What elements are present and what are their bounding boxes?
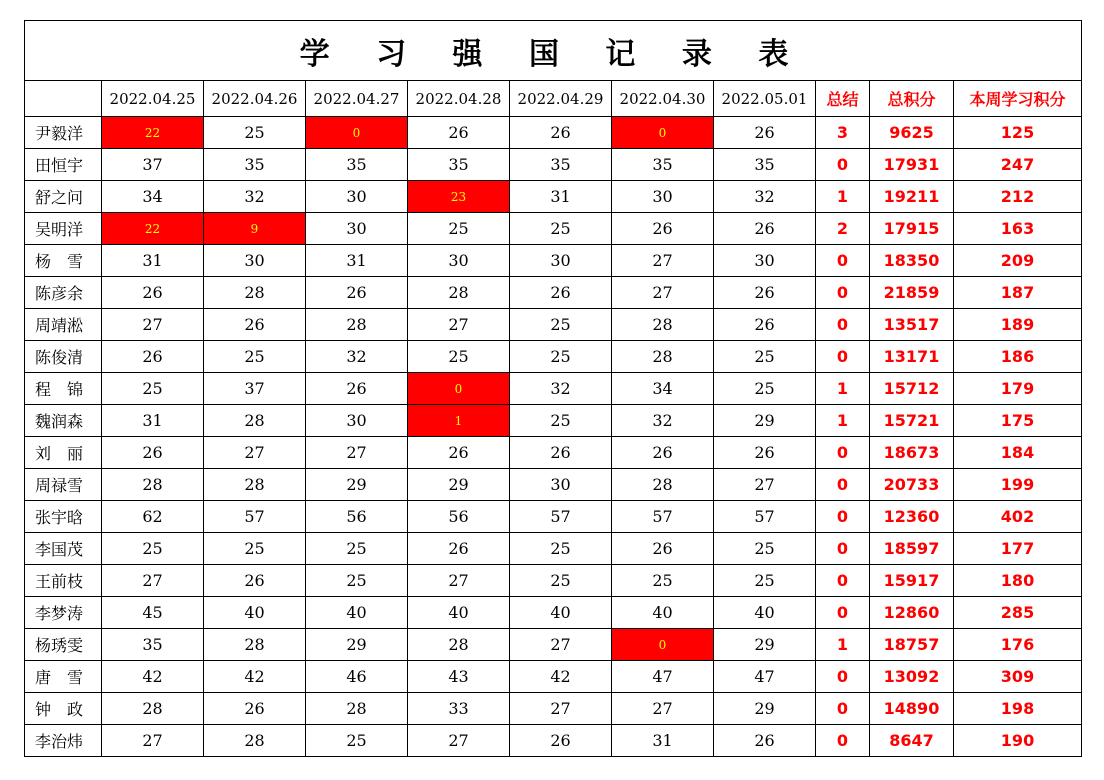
daily-score-cell[interactable]: 34 xyxy=(612,373,714,405)
total-points-cell[interactable]: 8647 xyxy=(870,725,954,757)
daily-score-cell[interactable]: 25 xyxy=(714,565,816,597)
week-points-cell[interactable]: 186 xyxy=(954,341,1082,373)
page-title[interactable]: 学 习 强 国 记 录 表 xyxy=(25,21,1082,81)
daily-score-cell[interactable]: 31 xyxy=(102,245,204,277)
daily-score-cell[interactable]: 28 xyxy=(204,469,306,501)
daily-score-cell[interactable]: 25 xyxy=(306,725,408,757)
daily-score-cell[interactable]: 45 xyxy=(102,597,204,629)
daily-score-cell[interactable]: 29 xyxy=(714,693,816,725)
daily-score-cell[interactable]: 32 xyxy=(714,181,816,213)
daily-score-cell[interactable]: 25 xyxy=(204,117,306,149)
daily-score-cell[interactable]: 32 xyxy=(510,373,612,405)
header-row xyxy=(25,81,1082,117)
daily-score-cell[interactable]: 28 xyxy=(204,405,306,437)
daily-score-cell[interactable]: 25 xyxy=(408,341,510,373)
daily-score-cell[interactable]: 26 xyxy=(510,277,612,309)
daily-score-cell[interactable]: 35 xyxy=(408,149,510,181)
daily-score-cell[interactable]: 35 xyxy=(510,149,612,181)
daily-score-cell[interactable]: 29 xyxy=(306,469,408,501)
week-points-column-header[interactable]: 本周学习积分 xyxy=(954,81,1082,117)
daily-score-cell[interactable]: 27 xyxy=(102,565,204,597)
table-row xyxy=(25,437,1082,469)
week-points-cell[interactable]: 198 xyxy=(954,693,1082,725)
daily-score-cell[interactable]: 27 xyxy=(612,693,714,725)
daily-score-cell[interactable]: 35 xyxy=(102,629,204,661)
total-points-cell[interactable]: 21859 xyxy=(870,277,954,309)
daily-score-cell[interactable]: 26 xyxy=(204,693,306,725)
daily-score-cell[interactable]: 29 xyxy=(408,469,510,501)
summary-count-cell[interactable]: 0 xyxy=(816,661,870,693)
daily-score-cell[interactable]: 31 xyxy=(306,245,408,277)
daily-score-cell[interactable]: 25 xyxy=(714,533,816,565)
table-row xyxy=(25,533,1082,565)
summary-count-cell[interactable]: 1 xyxy=(816,405,870,437)
week-points-cell[interactable]: 180 xyxy=(954,565,1082,597)
student-name-cell[interactable]: 杨 雪 xyxy=(25,245,102,277)
total-points-cell[interactable]: 20733 xyxy=(870,469,954,501)
daily-score-cell[interactable]: 26 xyxy=(204,309,306,341)
daily-score-cell[interactable]: 27 xyxy=(306,437,408,469)
summary-count-cell[interactable]: 2 xyxy=(816,213,870,245)
student-name-cell[interactable]: 李梦涛 xyxy=(25,597,102,629)
student-name-cell[interactable]: 程 锦 xyxy=(25,373,102,405)
daily-score-cell[interactable]: 30 xyxy=(306,213,408,245)
daily-score-cell[interactable]: 57 xyxy=(510,501,612,533)
daily-score-cell[interactable]: 25 xyxy=(510,213,612,245)
daily-score-cell[interactable]: 35 xyxy=(204,149,306,181)
daily-score-cell[interactable]: 25 xyxy=(306,533,408,565)
week-points-cell[interactable]: 189 xyxy=(954,309,1082,341)
week-points-cell[interactable]: 209 xyxy=(954,245,1082,277)
daily-score-cell[interactable]: 26 xyxy=(714,117,816,149)
daily-score-cell[interactable]: 26 xyxy=(306,373,408,405)
daily-score-cell[interactable]: 40 xyxy=(306,597,408,629)
daily-score-cell-flagged[interactable]: 22 xyxy=(102,117,204,149)
daily-score-cell[interactable]: 27 xyxy=(510,629,612,661)
daily-score-cell[interactable]: 26 xyxy=(408,117,510,149)
daily-score-cell[interactable]: 28 xyxy=(612,469,714,501)
title-row xyxy=(25,21,1082,81)
daily-score-cell[interactable]: 35 xyxy=(714,149,816,181)
daily-score-cell[interactable]: 32 xyxy=(612,405,714,437)
daily-score-cell[interactable]: 27 xyxy=(408,309,510,341)
table-row xyxy=(25,341,1082,373)
daily-score-cell[interactable]: 35 xyxy=(306,149,408,181)
summary-count-cell[interactable]: 0 xyxy=(816,277,870,309)
week-points-cell[interactable]: 285 xyxy=(954,597,1082,629)
table-row xyxy=(25,597,1082,629)
daily-score-cell[interactable]: 28 xyxy=(102,693,204,725)
table-row xyxy=(25,277,1082,309)
total-points-cell[interactable]: 17931 xyxy=(870,149,954,181)
date-column-header[interactable]: 2022.04.30 xyxy=(612,81,714,117)
summary-count-cell[interactable]: 1 xyxy=(816,629,870,661)
daily-score-cell[interactable]: 28 xyxy=(102,469,204,501)
daily-score-cell[interactable]: 30 xyxy=(204,245,306,277)
daily-score-cell[interactable]: 26 xyxy=(510,117,612,149)
daily-score-cell[interactable]: 42 xyxy=(102,661,204,693)
daily-score-cell[interactable]: 42 xyxy=(510,661,612,693)
table-row xyxy=(25,661,1082,693)
summary-count-cell[interactable]: 0 xyxy=(816,341,870,373)
daily-score-cell[interactable]: 27 xyxy=(408,565,510,597)
total-points-column-header[interactable]: 总积分 xyxy=(870,81,954,117)
student-name-cell[interactable]: 舒之问 xyxy=(25,181,102,213)
total-points-cell[interactable]: 12860 xyxy=(870,597,954,629)
daily-score-cell[interactable]: 25 xyxy=(102,373,204,405)
total-points-cell[interactable]: 15712 xyxy=(870,373,954,405)
week-points-cell[interactable]: 247 xyxy=(954,149,1082,181)
week-points-cell[interactable]: 179 xyxy=(954,373,1082,405)
week-points-cell[interactable]: 184 xyxy=(954,437,1082,469)
daily-score-cell[interactable]: 40 xyxy=(204,597,306,629)
table-row xyxy=(25,309,1082,341)
daily-score-cell[interactable]: 26 xyxy=(408,533,510,565)
table-row xyxy=(25,693,1082,725)
week-points-cell[interactable]: 176 xyxy=(954,629,1082,661)
table-row xyxy=(25,181,1082,213)
daily-score-cell[interactable]: 30 xyxy=(306,405,408,437)
week-points-cell[interactable]: 187 xyxy=(954,277,1082,309)
daily-score-cell[interactable]: 57 xyxy=(714,501,816,533)
daily-score-cell[interactable]: 30 xyxy=(306,181,408,213)
daily-score-cell[interactable]: 28 xyxy=(408,277,510,309)
daily-score-cell[interactable]: 26 xyxy=(714,213,816,245)
date-column-header[interactable]: 2022.04.26 xyxy=(204,81,306,117)
summary-count-cell[interactable]: 0 xyxy=(816,309,870,341)
daily-score-cell-flagged[interactable]: 0 xyxy=(306,117,408,149)
daily-score-cell[interactable]: 56 xyxy=(408,501,510,533)
daily-score-cell[interactable]: 37 xyxy=(102,149,204,181)
daily-score-cell-flagged[interactable]: 0 xyxy=(612,629,714,661)
table-row xyxy=(25,629,1082,661)
daily-score-cell[interactable]: 27 xyxy=(612,277,714,309)
daily-score-cell[interactable]: 40 xyxy=(510,597,612,629)
student-name-cell[interactable]: 王前枝 xyxy=(25,565,102,597)
name-column-header[interactable] xyxy=(25,81,102,117)
daily-score-cell[interactable]: 26 xyxy=(612,213,714,245)
summary-count-cell[interactable]: 0 xyxy=(816,437,870,469)
total-points-cell[interactable]: 12360 xyxy=(870,501,954,533)
student-name-cell[interactable]: 陈俊清 xyxy=(25,341,102,373)
total-points-cell[interactable]: 13517 xyxy=(870,309,954,341)
daily-score-cell[interactable]: 26 xyxy=(102,277,204,309)
total-points-cell[interactable]: 13092 xyxy=(870,661,954,693)
daily-score-cell[interactable]: 27 xyxy=(714,469,816,501)
daily-score-cell[interactable]: 26 xyxy=(612,437,714,469)
table-row xyxy=(25,373,1082,405)
date-column-header[interactable]: 2022.04.28 xyxy=(408,81,510,117)
summary-count-cell[interactable]: 0 xyxy=(816,469,870,501)
table-row xyxy=(25,117,1082,149)
daily-score-cell[interactable]: 26 xyxy=(204,565,306,597)
table-row xyxy=(25,149,1082,181)
daily-score-cell[interactable]: 26 xyxy=(510,725,612,757)
daily-score-cell[interactable]: 28 xyxy=(408,629,510,661)
daily-score-cell[interactable]: 40 xyxy=(408,597,510,629)
daily-score-cell[interactable]: 62 xyxy=(102,501,204,533)
summary-count-cell[interactable]: 1 xyxy=(816,373,870,405)
date-column-header[interactable]: 2022.05.01 xyxy=(714,81,816,117)
summary-count-cell[interactable]: 0 xyxy=(816,693,870,725)
daily-score-cell[interactable]: 25 xyxy=(306,565,408,597)
daily-score-cell[interactable]: 46 xyxy=(306,661,408,693)
student-name-cell[interactable]: 李国茂 xyxy=(25,533,102,565)
daily-score-cell-flagged[interactable]: 22 xyxy=(102,213,204,245)
student-name-cell[interactable]: 周禄雪 xyxy=(25,469,102,501)
daily-score-cell[interactable]: 30 xyxy=(714,245,816,277)
daily-score-cell[interactable]: 25 xyxy=(510,309,612,341)
date-column-header[interactable]: 2022.04.29 xyxy=(510,81,612,117)
student-name-cell[interactable]: 钟 政 xyxy=(25,693,102,725)
student-name-cell[interactable]: 唐 雪 xyxy=(25,661,102,693)
week-points-cell[interactable]: 402 xyxy=(954,501,1082,533)
daily-score-cell[interactable]: 26 xyxy=(306,277,408,309)
daily-score-cell-flagged[interactable]: 23 xyxy=(408,181,510,213)
daily-score-cell-flagged[interactable]: 0 xyxy=(408,373,510,405)
daily-score-cell[interactable]: 26 xyxy=(714,309,816,341)
daily-score-cell[interactable]: 28 xyxy=(204,725,306,757)
daily-score-cell[interactable]: 47 xyxy=(714,661,816,693)
total-points-cell[interactable]: 9625 xyxy=(870,117,954,149)
daily-score-cell[interactable]: 26 xyxy=(612,533,714,565)
week-points-cell[interactable]: 163 xyxy=(954,213,1082,245)
student-name-cell[interactable]: 陈彦余 xyxy=(25,277,102,309)
total-points-cell[interactable]: 15721 xyxy=(870,405,954,437)
table-row xyxy=(25,725,1082,757)
daily-score-cell[interactable]: 28 xyxy=(612,309,714,341)
daily-score-cell[interactable]: 31 xyxy=(612,725,714,757)
daily-score-cell[interactable]: 26 xyxy=(714,437,816,469)
daily-score-cell[interactable]: 32 xyxy=(204,181,306,213)
daily-score-cell[interactable]: 43 xyxy=(408,661,510,693)
student-name-cell[interactable]: 张宇晗 xyxy=(25,501,102,533)
summary-count-cell[interactable]: 3 xyxy=(816,117,870,149)
summary-count-cell[interactable]: 0 xyxy=(816,245,870,277)
daily-score-cell[interactable]: 25 xyxy=(714,373,816,405)
daily-score-cell[interactable]: 42 xyxy=(204,661,306,693)
daily-score-cell[interactable]: 35 xyxy=(612,149,714,181)
summary-count-cell[interactable]: 0 xyxy=(816,725,870,757)
daily-score-cell[interactable]: 28 xyxy=(306,309,408,341)
daily-score-cell[interactable]: 25 xyxy=(204,533,306,565)
table-row xyxy=(25,405,1082,437)
total-points-cell[interactable]: 19211 xyxy=(870,181,954,213)
daily-score-cell[interactable]: 26 xyxy=(714,277,816,309)
table-row xyxy=(25,565,1082,597)
daily-score-cell[interactable]: 31 xyxy=(510,181,612,213)
total-points-cell[interactable]: 18757 xyxy=(870,629,954,661)
student-name-cell[interactable]: 田恒宇 xyxy=(25,149,102,181)
week-points-cell[interactable]: 125 xyxy=(954,117,1082,149)
date-column-header[interactable]: 2022.04.25 xyxy=(102,81,204,117)
daily-score-cell[interactable]: 40 xyxy=(612,597,714,629)
student-name-cell[interactable]: 尹毅洋 xyxy=(25,117,102,149)
daily-score-cell[interactable]: 26 xyxy=(408,437,510,469)
daily-score-cell[interactable]: 27 xyxy=(408,725,510,757)
daily-score-cell[interactable]: 27 xyxy=(510,693,612,725)
summary-count-cell[interactable]: 0 xyxy=(816,597,870,629)
student-name-cell[interactable]: 魏润森 xyxy=(25,405,102,437)
total-points-cell[interactable]: 14890 xyxy=(870,693,954,725)
daily-score-cell[interactable]: 30 xyxy=(408,245,510,277)
date-column-header[interactable]: 2022.04.27 xyxy=(306,81,408,117)
total-points-cell[interactable]: 17915 xyxy=(870,213,954,245)
week-points-cell[interactable]: 175 xyxy=(954,405,1082,437)
daily-score-cell[interactable]: 57 xyxy=(612,501,714,533)
daily-score-cell[interactable]: 25 xyxy=(714,341,816,373)
daily-score-cell[interactable]: 25 xyxy=(510,341,612,373)
summary-count-cell[interactable]: 0 xyxy=(816,149,870,181)
week-points-cell[interactable]: 212 xyxy=(954,181,1082,213)
summary-count-cell[interactable]: 0 xyxy=(816,565,870,597)
daily-score-cell[interactable]: 26 xyxy=(714,725,816,757)
week-points-cell[interactable]: 177 xyxy=(954,533,1082,565)
week-points-cell[interactable]: 190 xyxy=(954,725,1082,757)
daily-score-cell[interactable]: 29 xyxy=(714,629,816,661)
daily-score-cell[interactable]: 31 xyxy=(102,405,204,437)
daily-score-cell[interactable]: 27 xyxy=(102,725,204,757)
daily-score-cell[interactable]: 25 xyxy=(612,565,714,597)
student-name-cell[interactable]: 周靖淞 xyxy=(25,309,102,341)
daily-score-cell-flagged[interactable]: 0 xyxy=(612,117,714,149)
daily-score-cell[interactable]: 32 xyxy=(306,341,408,373)
daily-score-cell[interactable]: 30 xyxy=(510,469,612,501)
summary-count-cell[interactable]: 0 xyxy=(816,533,870,565)
total-points-cell[interactable]: 18673 xyxy=(870,437,954,469)
table-row xyxy=(25,245,1082,277)
table-row xyxy=(25,213,1082,245)
daily-score-cell[interactable]: 25 xyxy=(204,341,306,373)
daily-score-cell[interactable]: 30 xyxy=(612,181,714,213)
daily-score-cell[interactable]: 25 xyxy=(510,405,612,437)
total-points-cell[interactable]: 18350 xyxy=(870,245,954,277)
record-table xyxy=(24,20,1082,757)
daily-score-cell[interactable]: 27 xyxy=(204,437,306,469)
daily-score-cell[interactable]: 40 xyxy=(714,597,816,629)
daily-score-cell[interactable]: 34 xyxy=(102,181,204,213)
daily-score-cell[interactable]: 26 xyxy=(102,341,204,373)
daily-score-cell[interactable]: 30 xyxy=(510,245,612,277)
daily-score-cell[interactable]: 33 xyxy=(408,693,510,725)
daily-score-cell[interactable]: 29 xyxy=(306,629,408,661)
daily-score-cell[interactable]: 37 xyxy=(204,373,306,405)
daily-score-cell[interactable]: 28 xyxy=(612,341,714,373)
table-row xyxy=(25,501,1082,533)
daily-score-cell[interactable]: 56 xyxy=(306,501,408,533)
summary-count-cell[interactable]: 0 xyxy=(816,501,870,533)
table-row xyxy=(25,469,1082,501)
daily-score-cell[interactable]: 27 xyxy=(102,309,204,341)
daily-score-cell[interactable]: 26 xyxy=(510,437,612,469)
week-points-cell[interactable]: 199 xyxy=(954,469,1082,501)
week-points-cell[interactable]: 309 xyxy=(954,661,1082,693)
student-name-cell[interactable]: 刘 丽 xyxy=(25,437,102,469)
total-points-cell[interactable]: 15917 xyxy=(870,565,954,597)
summary-column-header[interactable]: 总结 xyxy=(816,81,870,117)
daily-score-cell[interactable]: 26 xyxy=(102,437,204,469)
daily-score-cell[interactable]: 28 xyxy=(204,629,306,661)
student-name-cell[interactable]: 杨琇雯 xyxy=(25,629,102,661)
student-name-cell[interactable]: 李治炜 xyxy=(25,725,102,757)
daily-score-cell[interactable]: 28 xyxy=(204,277,306,309)
daily-score-cell[interactable]: 57 xyxy=(204,501,306,533)
summary-count-cell[interactable]: 1 xyxy=(816,181,870,213)
daily-score-cell[interactable]: 25 xyxy=(510,533,612,565)
total-points-cell[interactable]: 18597 xyxy=(870,533,954,565)
daily-score-cell[interactable]: 27 xyxy=(612,245,714,277)
daily-score-cell[interactable]: 47 xyxy=(612,661,714,693)
daily-score-cell-flagged[interactable]: 9 xyxy=(204,213,306,245)
daily-score-cell[interactable]: 29 xyxy=(714,405,816,437)
daily-score-cell[interactable]: 25 xyxy=(102,533,204,565)
daily-score-cell-flagged[interactable]: 1 xyxy=(408,405,510,437)
daily-score-cell[interactable]: 25 xyxy=(408,213,510,245)
daily-score-cell[interactable]: 28 xyxy=(306,693,408,725)
student-name-cell[interactable]: 吴明洋 xyxy=(25,213,102,245)
total-points-cell[interactable]: 13171 xyxy=(870,341,954,373)
daily-score-cell[interactable]: 25 xyxy=(510,565,612,597)
